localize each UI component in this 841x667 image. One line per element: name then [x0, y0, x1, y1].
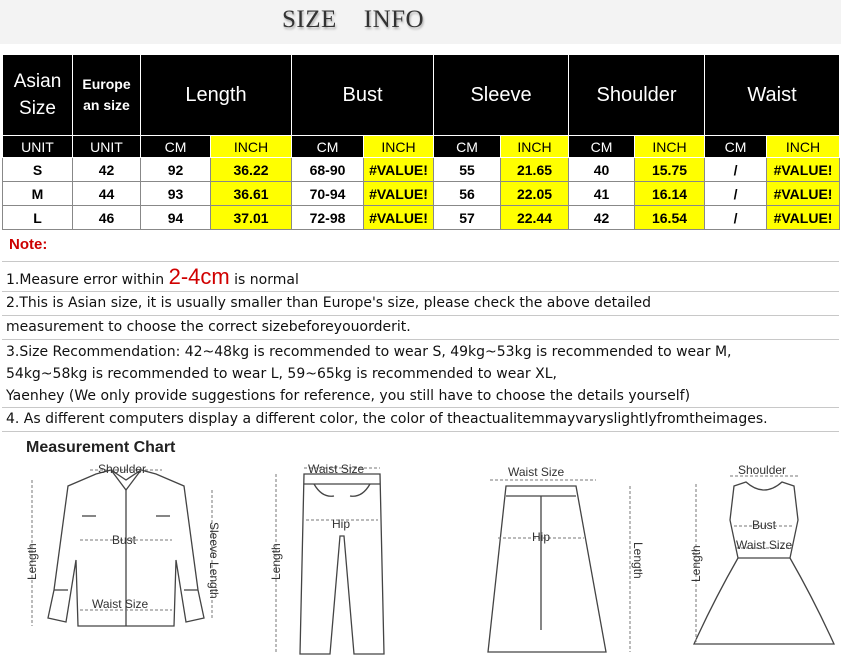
table-cell: 72-98: [292, 206, 364, 230]
pants-hip-label: Hip: [332, 517, 351, 531]
table-cell: 41: [569, 182, 635, 206]
header-length: Length: [141, 55, 292, 136]
dress-waist-label: Waist Size: [736, 538, 793, 552]
divider: [2, 291, 839, 292]
measurement-chart-title: Measurement Chart: [26, 439, 176, 456]
table-unit-row: [3, 136, 840, 158]
table-cell: 40: [569, 158, 635, 182]
table-cell: #VALUE!: [364, 158, 434, 182]
table-cell: #VALUE!: [767, 158, 840, 182]
table-row: [3, 158, 840, 182]
table-cell: 42: [73, 158, 141, 182]
divider: [2, 315, 839, 316]
table-header-row: [3, 55, 840, 136]
unit-cell: INCH: [501, 136, 569, 158]
note-line-2a: 2.This is Asian size, it is usually smaller than Europe's size, please check the above detailed: [6, 295, 652, 311]
pants-waist-label: Waist Size: [308, 462, 365, 476]
table-cell: 57: [434, 206, 501, 230]
shirt-shoulder-label: Shoulder: [98, 462, 147, 476]
table-cell: 94: [141, 206, 211, 230]
shirt-sleeve-label: Sleeve Length: [207, 522, 221, 599]
unit-cell: UNIT: [3, 136, 73, 158]
unit-cell: INCH: [211, 136, 292, 158]
divider: [2, 261, 839, 262]
header-sleeve: Sleeve: [434, 55, 569, 136]
unit-cell: UNIT: [73, 136, 141, 158]
table-cell: 44: [73, 182, 141, 206]
shirt-bust-label: Bust: [112, 533, 137, 547]
table-cell: 36.61: [211, 182, 292, 206]
header-asian-size: Asian Size: [3, 55, 73, 136]
note-heading: Note:: [9, 236, 48, 253]
header-europe-size: Europe an size: [73, 55, 141, 136]
unit-cell: INCH: [767, 136, 840, 158]
skirt-length-label: Length: [631, 542, 645, 579]
banner: [0, 0, 841, 44]
note-line-3b: 54kg~58kg is recommended to wear L, 59~65kg is recommended to wear XL,: [6, 366, 557, 382]
table-cell: /: [705, 158, 767, 182]
dress-length-label: Length: [689, 545, 703, 582]
table-cell: M: [3, 182, 73, 206]
skirt-waist-label: Waist Size: [508, 465, 565, 479]
skirt-hip-label: Hip: [532, 530, 551, 544]
note-line-1: 1.Measure error within 2-4cm is normal: [6, 264, 299, 289]
table-cell: 92: [141, 158, 211, 182]
header-waist: Waist: [705, 55, 840, 136]
header-bust: Bust: [292, 55, 434, 136]
table-cell: 37.01: [211, 206, 292, 230]
table-cell: 36.22: [211, 158, 292, 182]
table-cell: S: [3, 158, 73, 182]
unit-cell: CM: [292, 136, 364, 158]
dress-bust-label: Bust: [752, 518, 777, 532]
table-cell: 70-94: [292, 182, 364, 206]
header-shoulder: Shoulder: [569, 55, 705, 136]
table-cell: 22.44: [501, 206, 569, 230]
unit-cell: CM: [141, 136, 211, 158]
unit-cell: CM: [705, 136, 767, 158]
table-cell: #VALUE!: [364, 182, 434, 206]
table-cell: 16.54: [635, 206, 705, 230]
table-cell: 16.14: [635, 182, 705, 206]
unit-cell: INCH: [364, 136, 434, 158]
table-row: [3, 182, 840, 206]
table-cell: #VALUE!: [767, 182, 840, 206]
table-cell: 46: [73, 206, 141, 230]
divider: [2, 431, 839, 432]
note-line-3c: Yaenhey (We only provide suggestions for reference, you still have to choose the details yourself): [6, 388, 691, 404]
size-table: [2, 54, 840, 230]
table-cell: /: [705, 182, 767, 206]
error-range-highlight: 2-4cm: [168, 264, 230, 289]
table-cell: 15.75: [635, 158, 705, 182]
shirt-length-label: Length: [25, 543, 39, 580]
table-cell: 21.65: [501, 158, 569, 182]
skirt-diagram: [476, 440, 646, 662]
table-cell: #VALUE!: [364, 206, 434, 230]
note-line-2b: measurement to choose the correct sizebeforeyouorderit.: [6, 319, 411, 335]
table-cell: 56: [434, 182, 501, 206]
pants-diagram: [262, 440, 397, 662]
pants-length-label: Length: [269, 543, 283, 580]
table-cell: L: [3, 206, 73, 230]
table-cell: 55: [434, 158, 501, 182]
shirt-diagram: [16, 440, 236, 662]
unit-cell: CM: [434, 136, 501, 158]
table-cell: 68-90: [292, 158, 364, 182]
note-line-3a: 3.Size Recommendation: 42~48kg is recommended to wear S, 49kg~53kg is recommended to wear M,: [6, 344, 732, 360]
shirt-waist-label: Waist Size: [92, 597, 149, 611]
divider: [2, 339, 839, 340]
unit-cell: CM: [569, 136, 635, 158]
table-cell: 22.05: [501, 182, 569, 206]
table-cell: 42: [569, 206, 635, 230]
divider: [2, 407, 839, 408]
note-line-4: 4. As different computers display a different color, the color of theactualitemmayvaryslightlyfromtheimages.: [6, 411, 768, 427]
dress-diagram: [686, 440, 838, 662]
table-row: [3, 206, 840, 230]
dress-shoulder-label: Shoulder: [738, 463, 787, 477]
banner-title: SIZE INFO: [282, 6, 425, 33]
table-cell: 93: [141, 182, 211, 206]
unit-cell: INCH: [635, 136, 705, 158]
table-cell: #VALUE!: [767, 206, 840, 230]
table-cell: /: [705, 206, 767, 230]
